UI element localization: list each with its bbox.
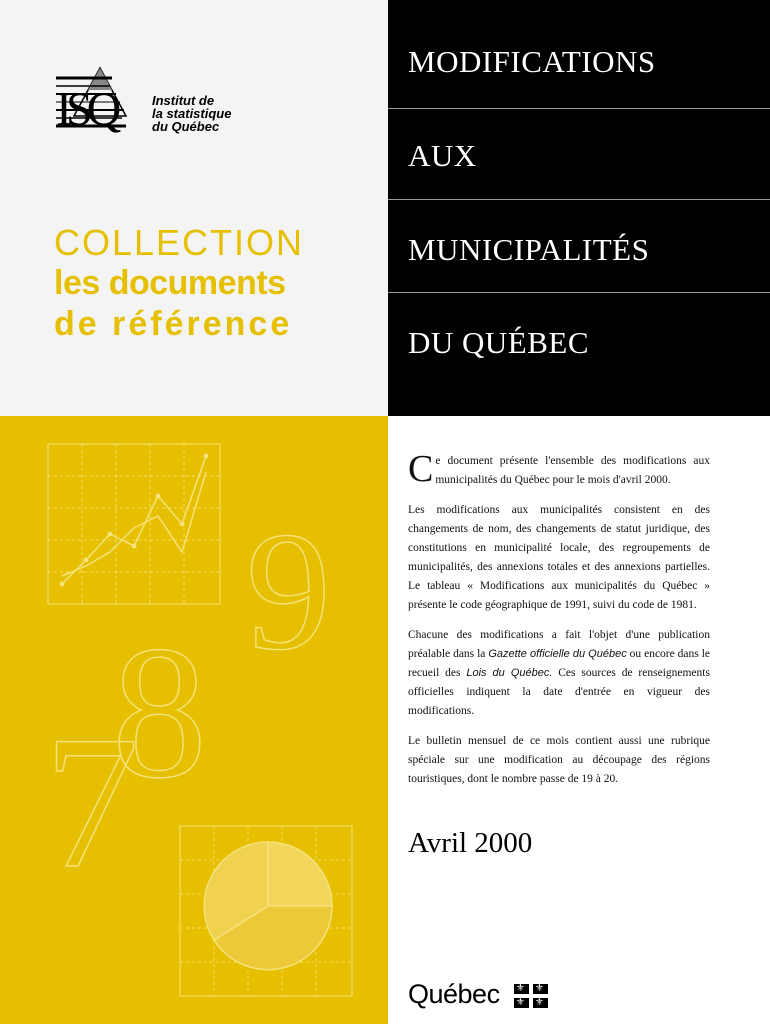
title-divider (388, 199, 770, 200)
paragraph-text: ou encore dans le recueil des (408, 648, 710, 679)
decor-digit-7: 7 (44, 698, 139, 908)
decor-digit-8: 8 (112, 608, 207, 818)
logo-initials: ISQ (56, 83, 116, 136)
decorative-panel (0, 416, 388, 1024)
paragraph-modifications (408, 501, 710, 615)
isq-logo (52, 64, 262, 144)
logo-text-line2: la statistique (152, 106, 232, 121)
collection-title-line1: les documents (54, 264, 286, 302)
paragraph-bulletin (408, 732, 710, 789)
paragraph-text: Le tableau « Modifications aux municipalités du Québec » présente le code géographique de 1991, suivi du code de 1981. (408, 580, 710, 611)
gazette-reference: Gazette officielle du Québec (488, 648, 627, 660)
body-text (408, 448, 710, 800)
collection-title-line2: de référence (54, 305, 293, 343)
decorative-graphics (0, 416, 388, 1024)
header-left-panel (0, 0, 388, 416)
logo-text-line1: Institut de (152, 93, 215, 108)
title-line1: MODIFICATIONS (408, 44, 656, 79)
drop-cap: C (408, 448, 434, 490)
paragraph-text: Les modifications aux municipalités consistent en des changements de nom, des changements de statut juridique, des constitutions en municipalité locale, des regroupements de municipalités, des annexions totales et des annexions partielles. (408, 504, 710, 573)
paragraph-intro-text: e document présente l'ensemble des modifications aux municipalités du Québec pour le mois d'avril 2000. (435, 455, 710, 486)
decor-pie-slice (268, 842, 332, 906)
lois-reference: Lois du Québec. (466, 667, 553, 679)
title-divider (388, 292, 770, 293)
title-divider (388, 108, 770, 109)
paragraph-text: Ces sources de renseignements officielles indiquent la date d'entrée en vigueur des modifications. (408, 667, 710, 717)
paragraph-text: Le bulletin mensuel de ce mois contient aussi une rubrique spéciale sur une modification au découpage des régions touristiques, dont le nombre passe de 19 à 20. (408, 735, 710, 785)
content-panel (388, 416, 770, 1024)
collection-label: COLLECTION (54, 222, 305, 263)
title-line3: MUNICIPALITÉS (408, 232, 650, 267)
paragraph-text: Chacune des modifications a fait l'objet d'une publication préalable dans la (408, 629, 710, 660)
fleur-de-lis-flag-icon: ⚜ ⚜ ⚜ ⚜ (514, 984, 548, 1008)
title-line2: AUX (408, 138, 477, 173)
title-panel (388, 0, 770, 416)
quebec-wordmark: Québec (408, 979, 500, 1009)
title-line4: DU QUÉBEC (408, 325, 590, 360)
paragraph-sources (408, 626, 710, 721)
decor-digit-9: 9 (246, 497, 331, 685)
publication-date: Avril 2000 (408, 827, 533, 859)
logo-text-line3: du Québec (152, 119, 220, 134)
paragraph-intro (408, 448, 710, 490)
